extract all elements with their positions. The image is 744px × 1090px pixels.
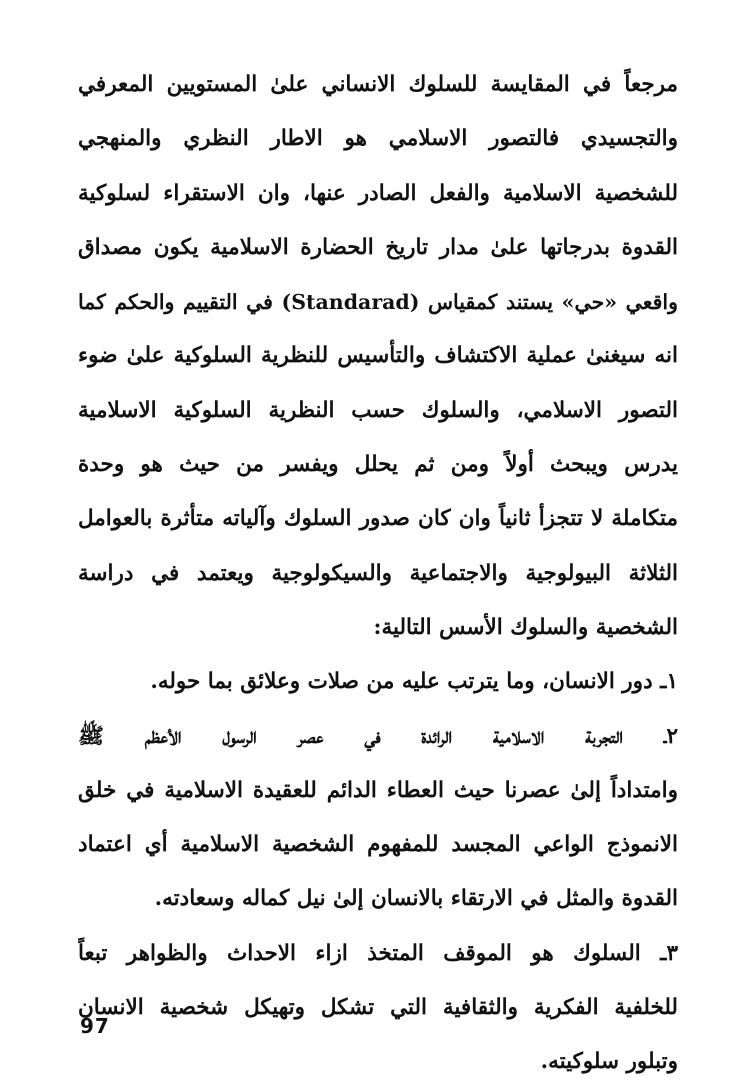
list-item-2: ٢ـ التجربة الاسلامية الرائدة في عصر الرسول الأعظم ﷺ [78, 723, 678, 749]
text-line: القدوة بدرجاتها علىٰ مدار تاريخ الحضارة الاسلامية يكون مصداق [78, 234, 678, 260]
list-item-1: ١ـ دور الانسان، وما يترتب عليه من صلات وعلائق بما حوله. [150, 669, 678, 695]
text-line: القدوة والمثل في الارتقاء بالانسان إلىٰ نيل كماله وسعادته. [154, 886, 678, 912]
text-line: الشخصية والسلوك الأسس التالية: [373, 614, 678, 640]
text-line: الثلاثة البيولوجية والاجتماعية والسيكولوجية ويعتمد في دراسة [78, 560, 678, 586]
text-line: للشخصية الاسلامية والفعل الصادر عنها، وان الاستقراء لسلوكية [78, 180, 678, 206]
text-line: واقعي «حي» يستند كمقياس (Standarad) في التقييم والحكم كما [78, 290, 678, 315]
body-text [78, 58, 678, 1090]
text-line: وتبلور سلوكيته. [540, 1049, 678, 1075]
text-line: يدرس ويبحث أولاً ومن ثم يحلل ويفسر من حيث هو وحدة [78, 452, 678, 478]
text-line: متكاملة لا تتجزأ ثانياً وان كان صدور السلوك وآلياته متأثرة بالعوامل [78, 506, 678, 532]
page-number: 97 [80, 1014, 110, 1038]
text-line: مرجعاً في المقايسة للسلوك الانساني علىٰ المستويين المعرفي [78, 72, 678, 97]
list-item-3: ٣ـ السلوك هو الموقف المتخذ ازاء الاحداث والظواهر تبعاً [78, 940, 678, 966]
text-line: والتجسيدي فالتصور الاسلامي هو الاطار النظري والمنهجي [78, 126, 678, 152]
text-line: للخلفية الفكرية والثقافية التي تشكل وتهيكل شخصية الانسان [78, 995, 678, 1021]
text-line: التصور الاسلامي، والسلوك حسب النظرية السلوكية الاسلامية [78, 397, 678, 423]
text-line: الانموذج الواعي المجسد للمفهوم الشخصية الاسلامية أي اعتماد [78, 832, 678, 858]
text-line: انه سيغنىٰ عملية الاكتشاف والتأسيس للنظرية السلوكية علىٰ ضوء [78, 343, 678, 369]
text-line: وامتداداً إلىٰ عصرنا حيث العطاء الدائم للعقيدة الاسلامية في خلق [78, 777, 678, 803]
